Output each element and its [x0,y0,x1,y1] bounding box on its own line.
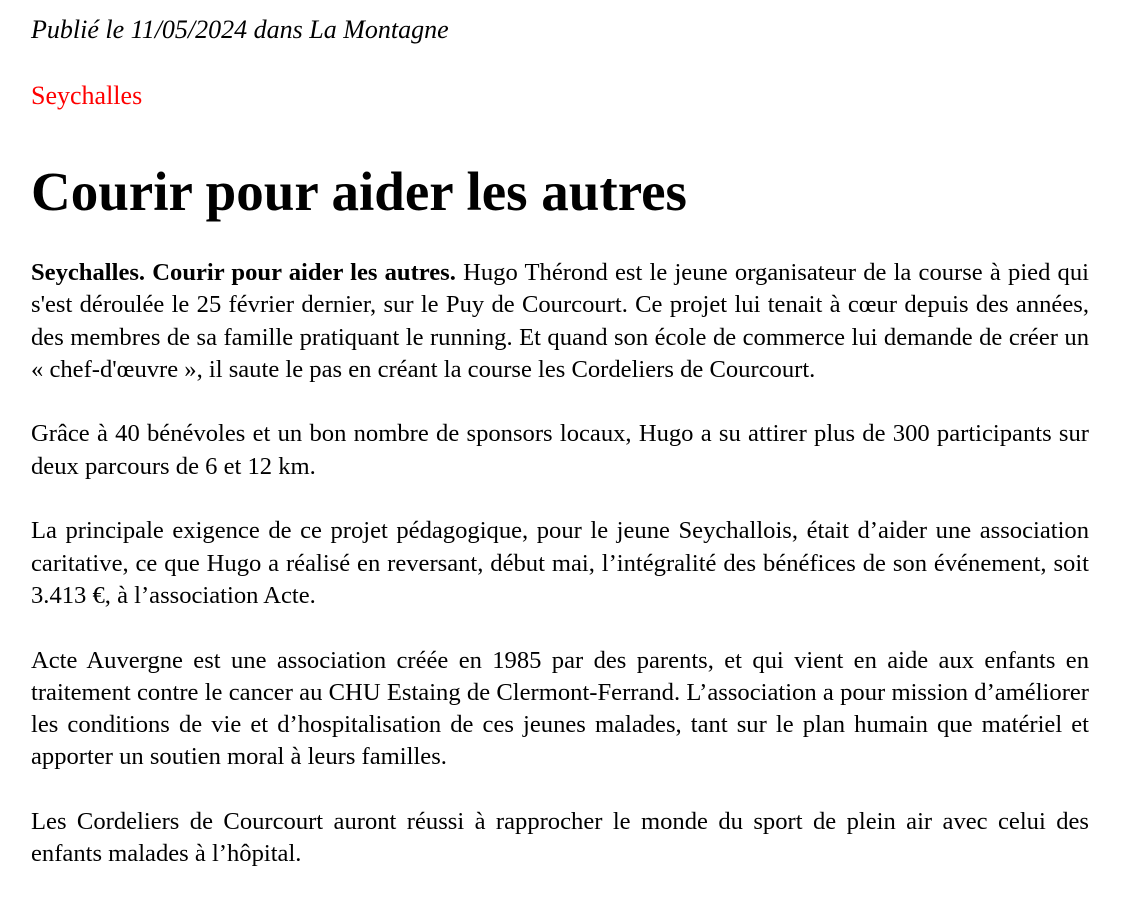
paragraph-5: Les Cordeliers de Courcourt auront réussi à rapprocher le monde du sport de plein air avec celui des enfants malades à l’hôpital. [31,808,1089,868]
lead-bold: Seychalles. Courir pour aider les autres. [31,259,456,286]
publication-line: Publié le 11/05/2024 dans La Montagne [31,15,449,44]
paragraph-4: Acte Auvergne est une association créée en 1985 par des parents, et qui vient en aide aux enfants en traitement contre le cancer au CHU Estaing de Clermont-Ferrand. L’association a pour mission d’améliorer les conditions de vie et d’hospitalisation de ces jeunes malades, tant sur le plan humain que matériel et apporter un soutien moral à leurs familles. [31,646,1089,771]
article [31,14,1089,868]
article-body [31,257,1089,903]
paragraph-1 [31,257,1089,386]
paragraph-2: Grâce à 40 bénévoles et un bon nombre de sponsors locaux, Hugo a su attirer plus de 300 participants sur deux parcours de 6 et 12 km. [31,420,1089,480]
paragraph-1-text: Hugo Thérond est le jeune organisateur de la course à pied qui s'est déroulée le 25 février dernier, sur le Puy de Courcourt. Ce projet lui tenait à cœur depuis des années, des membres de sa famille pratiquant le running. Et quand son école de commerce lui demande de créer un « chef-d'œuvre », il saute le pas en créant la course les Cordeliers de Courcourt. [31,259,1089,383]
headline: Courir pour aider les autres [31,161,687,222]
paragraph-3: La principale exigence de ce projet pédagogique, pour le jeune Seychallois, était d’aider une association caritative, ce que Hugo a réalisé en reversant, début mai, l’intégralité des bénéfices de son événement, soit 3.413 €, à l’association Acte. [31,517,1089,609]
location-label: Seychalles [31,81,143,110]
